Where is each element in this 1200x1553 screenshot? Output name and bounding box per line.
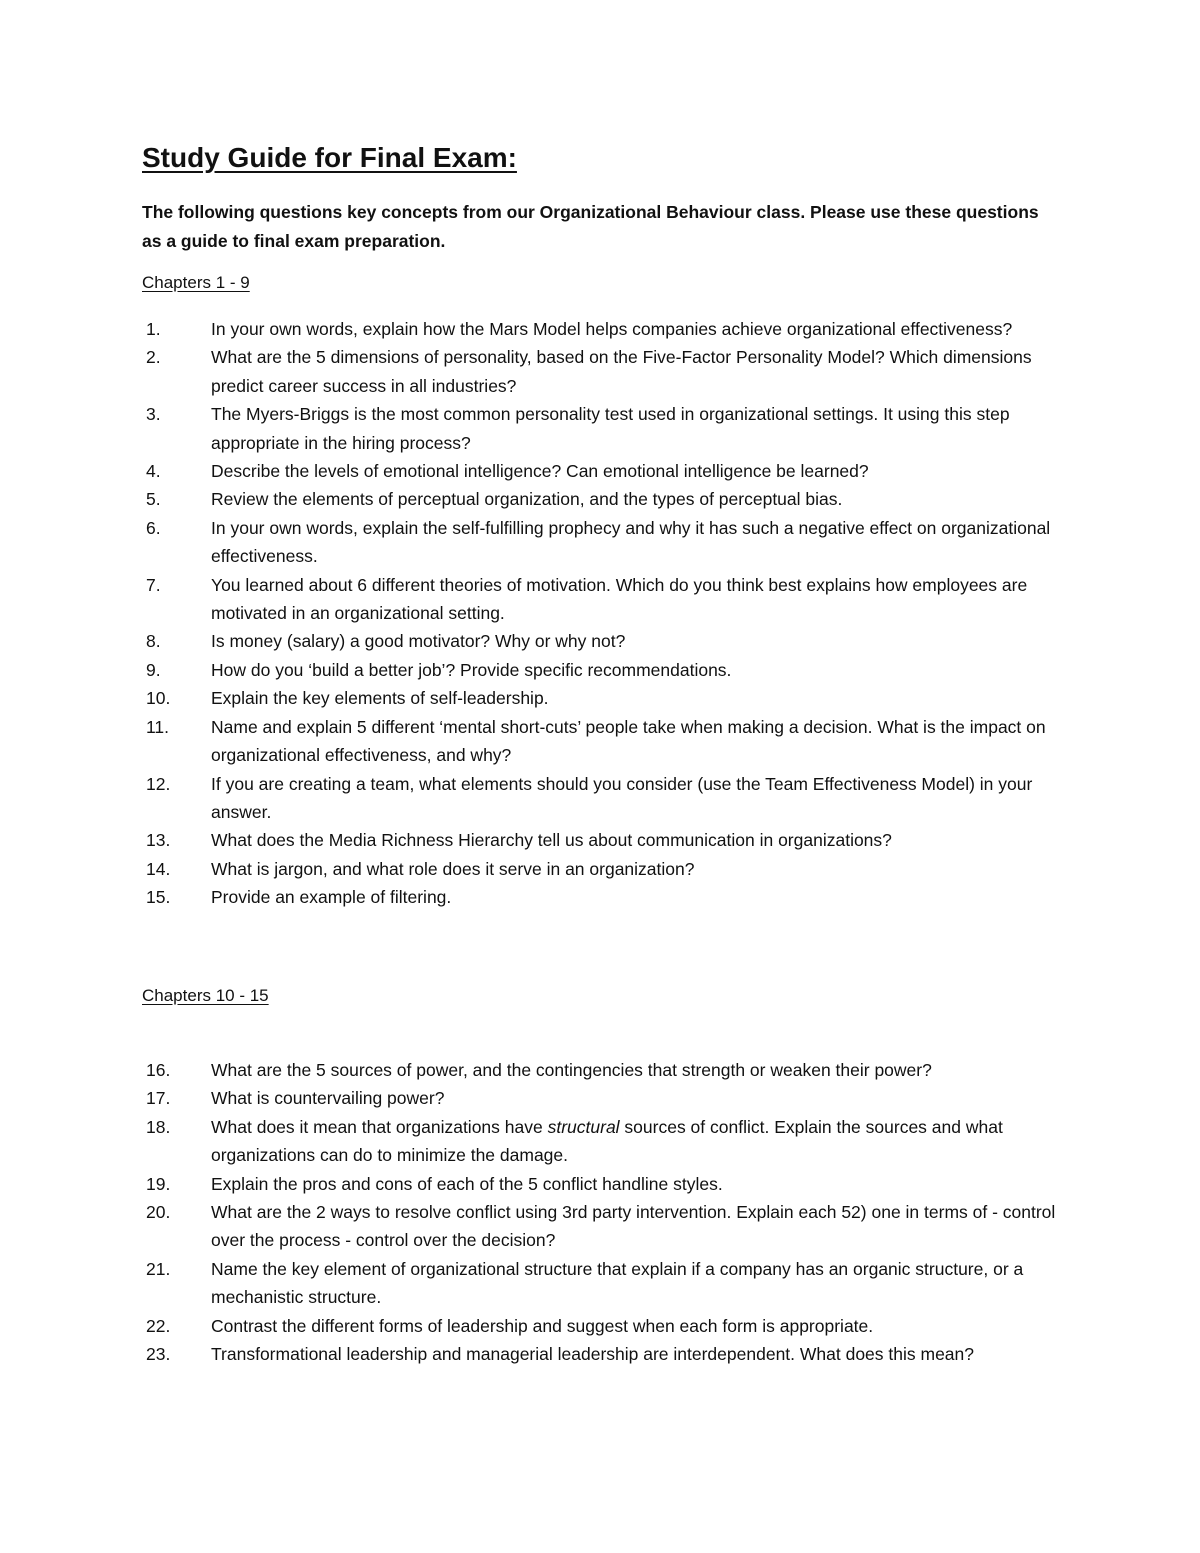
question-item <box>0 826 1071 854</box>
question-number: 8. <box>146 631 161 652</box>
question-text: Provide an example of filtering. <box>211 887 452 908</box>
question-text: Contrast the different forms of leadership and suggest when each form is appropriate. <box>211 1315 874 1336</box>
question-item <box>0 883 1071 911</box>
question-item <box>0 770 1071 827</box>
question-text: What is countervailing power? <box>211 1088 445 1109</box>
question-text: In your own words, explain the self-fulfilling prophecy and why it has such a negative effect on organizational effectiveness. <box>211 517 1051 567</box>
question-list-chapters-10-15 <box>0 1056 1200 1368</box>
question-number: 4. <box>146 461 161 482</box>
question-text-emphasis: structural <box>547 1116 620 1137</box>
question-item <box>0 627 1071 655</box>
question-number: 15. <box>146 887 171 908</box>
question-number: 14. <box>146 858 171 879</box>
question-text: The Myers-Briggs is the most common personality test used in organizational settings. It using this step appropriate in the hiring process? <box>211 404 1010 453</box>
question-text: Is money (salary) a good motivator? Why or why not? <box>211 631 626 652</box>
question-text: You learned about 6 different theories of motivation. Which do you think best explains how employees are motivated in an organizational setting. <box>211 574 1028 624</box>
question-item <box>0 1170 1071 1198</box>
question-text: Describe the levels of emotional intelligence? Can emotional intelligence be learned? <box>211 461 869 482</box>
question-text: In your own words, explain how the Mars Model helps companies achieve organizational effectiveness? <box>211 319 1013 339</box>
question-number: 7. <box>146 574 161 595</box>
question-number: 6. <box>146 517 161 538</box>
question-text: Explain the key elements of self-leadership. <box>211 688 549 709</box>
question-number: 17. <box>146 1088 171 1109</box>
question-number: 9. <box>146 659 161 680</box>
question-number: 20. <box>146 1202 171 1223</box>
question-number: 1. <box>146 319 161 339</box>
question-text: Explain the pros and cons of each of the 5 conflict handline styles. <box>211 1173 723 1194</box>
section-heading-chapters-1-9: Chapters 1 - 9 <box>142 273 250 292</box>
question-number: 22. <box>146 1315 171 1336</box>
document-title: Study Guide for Final Exam: <box>142 142 517 173</box>
question-number: 5. <box>146 489 161 510</box>
question-item <box>0 571 1071 628</box>
question-number: 2. <box>146 347 161 368</box>
question-number: 23. <box>146 1344 171 1365</box>
question-text: What are the 2 ways to resolve conflict using 3rd party intervention. Explain each 52) one in terms of - control over the process - control over the decision? <box>211 1202 1056 1251</box>
question-item <box>0 400 1071 457</box>
question-item <box>0 855 1071 883</box>
question-text-part: What does it mean that organizations have <box>211 1116 548 1137</box>
question-text: How do you ‘build a better job’? Provide specific recommendations. <box>211 659 732 680</box>
question-item <box>0 514 1071 571</box>
question-number: 3. <box>146 404 161 425</box>
question-item <box>0 656 1071 684</box>
question-number: 12. <box>146 773 171 794</box>
question-text: Name the key element of organizational structure that explain if a company has an organic structure, or a mechanistic structure. <box>211 1258 1024 1308</box>
question-text: What are the 5 dimensions of personality, based on the Five-Factor Personality Model? Which dimensions predict career success in all industries? <box>211 347 1032 396</box>
question-number: 16. <box>146 1060 171 1080</box>
question-number: 21. <box>146 1258 171 1279</box>
question-item <box>0 1113 1071 1170</box>
question-text: If you are creating a team, what elements should you consider (use the Team Effectiveness Model) in your answer. <box>211 773 1033 822</box>
question-text: What does the Media Richness Hierarchy tell us about communication in organizations? <box>211 830 892 851</box>
question-text <box>211 1113 1071 1170</box>
question-number: 19. <box>146 1173 171 1194</box>
question-item <box>0 343 1071 400</box>
question-number: 13. <box>146 830 171 851</box>
question-item <box>0 1198 1071 1255</box>
question-item <box>0 485 1071 513</box>
question-item <box>0 713 1071 770</box>
question-number: 10. <box>146 688 171 709</box>
question-item <box>0 1312 1071 1340</box>
question-item <box>0 1084 1071 1112</box>
intro-paragraph: The following questions key concepts from our Organizational Behaviour class. Please use these questions as a guide to final exam preparation. <box>142 202 1039 251</box>
question-text: What are the 5 sources of power, and the contingencies that strength or weaken their power? <box>211 1060 932 1080</box>
question-number: 11. <box>146 716 170 737</box>
question-item <box>0 457 1071 485</box>
question-text: Review the elements of perceptual organization, and the types of perceptual bias. <box>211 489 843 510</box>
question-text: Transformational leadership and managerial leadership are interdependent. What does this mean? <box>211 1344 975 1365</box>
section-heading-chapters-10-15: Chapters 10 - 15 <box>142 986 269 1005</box>
question-number: 18. <box>146 1116 171 1137</box>
question-list-chapters-1-9 <box>0 315 1200 912</box>
question-item <box>0 1255 1071 1312</box>
question-text: What is jargon, and what role does it serve in an organization? <box>211 858 695 879</box>
question-item <box>0 1340 1071 1368</box>
question-text: Name and explain 5 different ‘mental short-cuts’ people take when making a decision. What is the impact on organizational effectiveness, and why? <box>211 716 1046 766</box>
question-item <box>0 315 1071 343</box>
question-item <box>0 684 1071 712</box>
question-text-part: sources of conflict. Explain the sources and what organizations can do to minimize the damage. <box>211 1116 1003 1166</box>
question-item <box>0 1056 1071 1084</box>
